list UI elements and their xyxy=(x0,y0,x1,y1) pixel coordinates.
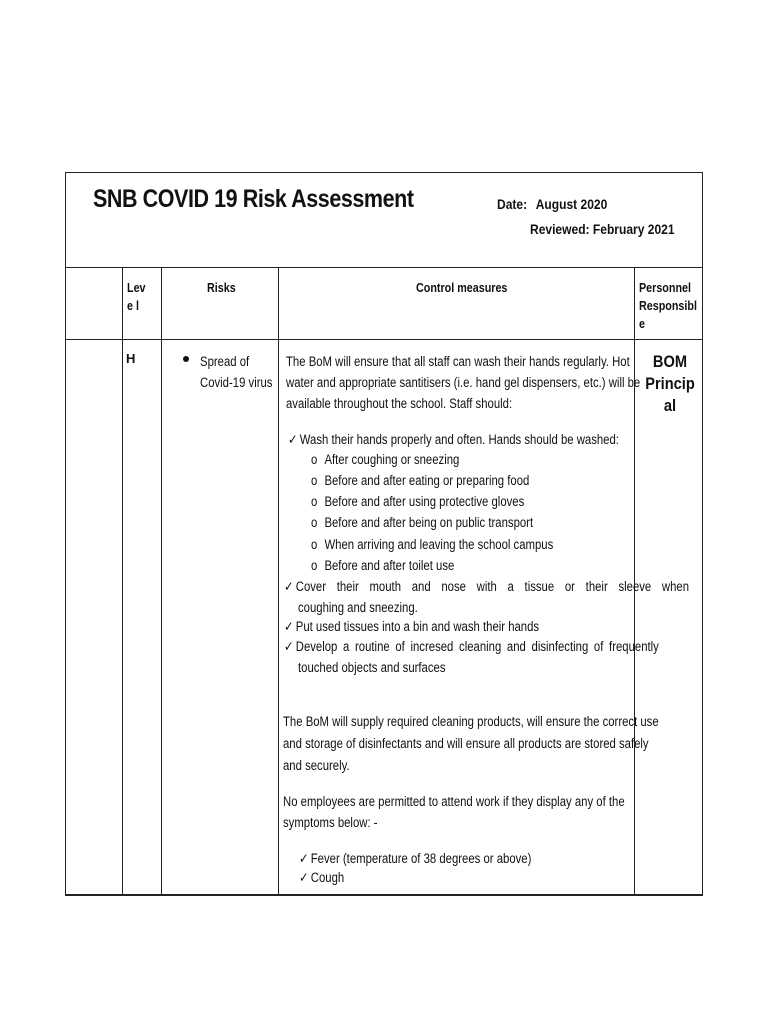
check-icon: ✓ xyxy=(299,851,309,866)
check-icon: ✓ xyxy=(288,432,298,447)
symptom-item: ✓ Fever (temperature of 38 degrees or above) xyxy=(299,848,531,869)
circle-bullet-icon: o xyxy=(311,494,318,509)
header-row-divider xyxy=(66,339,702,340)
check-icon: ✓ xyxy=(284,619,294,634)
circle-bullet-icon: o xyxy=(311,452,318,467)
column-header-control: Control measures xyxy=(416,281,508,295)
bullet-icon xyxy=(183,356,189,362)
sub-item: o When arriving and leaving the school campus xyxy=(311,534,553,555)
sub-item: o Before and after toilet use xyxy=(311,555,454,576)
column-header-level: Leve l xyxy=(127,281,146,313)
supply-paragraph: The BoM will supply required cleaning products, will ensure the correct use xyxy=(283,714,659,729)
check-item: ✓ Develop a routine of incresed cleaning and disinfecting of frequently xyxy=(284,636,659,657)
check-item: ✓ Put used tissues into a bin and wash their hands xyxy=(284,616,539,637)
page-title: SNB COVID 19 Risk Assessment xyxy=(93,185,414,213)
check-icon: ✓ xyxy=(284,639,294,654)
document-header xyxy=(66,173,702,268)
risk-text: Spread of xyxy=(200,354,250,369)
control-intro: water and appropriate santitisers (i.e. hand gel dispensers, etc.) will be xyxy=(286,375,641,390)
check-item: ✓ Wash their hands properly and often. Hands should be washed: xyxy=(288,429,619,450)
column-header-personnel: Personnel Responsibl e xyxy=(639,281,697,331)
personnel-responsible: BOM Princip al xyxy=(645,352,695,415)
sub-item: o After coughing or sneezing xyxy=(311,449,459,470)
column-header-risks: Risks xyxy=(207,281,236,295)
symptom-item: ✓ Cough xyxy=(299,867,344,888)
column-divider xyxy=(122,268,123,894)
supply-paragraph: and storage of disinfectants and will ensure all products are stored safely xyxy=(283,736,649,751)
column-divider xyxy=(161,268,162,894)
risk-level: H xyxy=(126,351,136,366)
column-divider xyxy=(278,268,279,894)
sub-item: o Before and after being on public transport xyxy=(311,512,533,533)
check-icon: ✓ xyxy=(299,870,309,885)
date-value: August 2020 xyxy=(535,196,608,212)
circle-bullet-icon: o xyxy=(311,473,318,488)
sub-item: o Before and after eating or preparing food xyxy=(311,470,529,491)
circle-bullet-icon: o xyxy=(311,537,318,552)
risk-assessment-table xyxy=(65,172,703,896)
supply-paragraph: and securely. xyxy=(283,758,350,773)
reviewed-date: Reviewed: February 2021 xyxy=(530,221,675,237)
date-line xyxy=(497,196,607,212)
check-icon: ✓ xyxy=(284,579,294,594)
circle-bullet-icon: o xyxy=(311,558,318,573)
symptoms-paragraph: No employees are permitted to attend work if they display any of the xyxy=(283,794,625,809)
control-intro: available throughout the school. Staff should: xyxy=(286,396,513,411)
circle-bullet-icon: o xyxy=(311,515,318,530)
sub-item: o Before and after using protective gloves xyxy=(311,491,524,512)
risk-text: Covid-19 virus xyxy=(200,375,273,390)
control-intro: The BoM will ensure that all staff can wash their hands regularly. Hot xyxy=(286,354,630,369)
check-item-continued: touched objects and surfaces xyxy=(298,660,446,675)
symptoms-paragraph: symptoms below: - xyxy=(283,815,378,830)
date-label: Date: xyxy=(497,196,528,212)
check-item: ✓ Cover their mouth and nose with a tissue or their sleeve when xyxy=(284,576,689,597)
check-item-continued: coughing and sneezing. xyxy=(298,600,418,615)
